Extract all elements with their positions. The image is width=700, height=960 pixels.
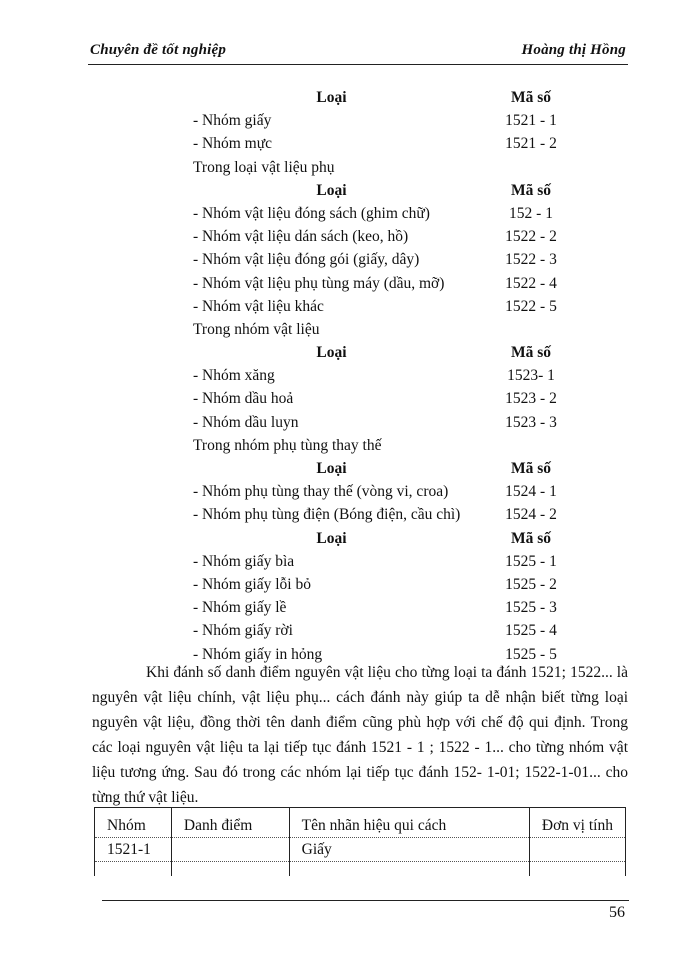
code-list-item	[0, 550, 700, 573]
code-name: - Nhóm dầu luyn	[193, 413, 299, 431]
code-list-header	[0, 179, 700, 202]
table-cell	[289, 862, 529, 877]
code-name: - Nhóm mực	[193, 135, 272, 153]
code-name: - Nhóm xăng	[193, 367, 275, 385]
code-number: 1524 - 1	[505, 483, 557, 501]
code-name: Loại	[316, 89, 347, 106]
paragraph-text: Khi đánh số danh điểm nguyên vật liệu cho từng loại ta đánh 1521; 1522... là nguyên vật liệu chính, vật liệu phụ... cách đánh này giúp ta dễ nhận biết từng loại nguyên vật liệu, đồng thời tên danh điểm cũng phù hợp với chế độ qui định. Trong các loại nguyên vật liệu ta lại tiếp tục đánh 1521 - 1 ; 1522 - 1... cho từng nhóm vật liệu tương ứng. Sau đó trong các nhóm lại tiếp tục đánh 152- 1-01; 1522-1-01... cho từng thứ vật liệu.	[92, 664, 628, 806]
code-name: - Nhóm giấy lề	[193, 599, 287, 617]
code-name: - Nhóm dầu hoả	[193, 390, 294, 408]
code-name: - Nhóm giấy lỗi bỏ	[193, 575, 311, 593]
code-list-item	[0, 364, 700, 387]
page-header	[88, 40, 628, 65]
code-name: Trong nhóm phụ tùng thay thế	[193, 436, 382, 454]
code-list-item	[0, 225, 700, 248]
code-number: 1523 - 2	[505, 390, 557, 408]
code-name: - Nhóm vật liệu khác	[193, 297, 324, 315]
header-author: Hoàng thị Hồng	[521, 42, 626, 58]
table-cell	[171, 838, 289, 862]
code-list-item	[0, 411, 700, 434]
code-name: - Nhóm vật liệu đóng sách (ghim chữ)	[193, 204, 430, 222]
code-list-item	[0, 387, 700, 410]
code-list-item	[0, 248, 700, 271]
code-number: 1525 - 3	[505, 599, 557, 617]
code-list-item	[0, 573, 700, 596]
code-number: 152 - 1	[509, 204, 553, 222]
table-header-cell: Đơn vị tính	[529, 808, 625, 838]
code-name: Loại	[316, 529, 347, 547]
table-header-cell: Tên nhãn hiệu qui cách	[289, 808, 529, 838]
code-name: - Nhóm giấy in hỏng	[193, 645, 323, 663]
code-name: - Nhóm vật liệu dán sách (keo, hồ)	[193, 228, 409, 246]
code-number: 1522 - 2	[505, 228, 557, 246]
code-name: - Nhóm phụ tùng điện (Bóng điện, cầu chì)	[193, 506, 461, 524]
code-number: 1525 - 4	[505, 622, 557, 640]
table-header-cell: Danh điểm	[171, 808, 289, 838]
code-list-item	[0, 202, 700, 225]
code-list-item	[0, 109, 700, 132]
code-number: 1521 - 2	[505, 135, 557, 153]
table-cell	[95, 862, 172, 877]
table-row	[95, 838, 626, 862]
table-cell	[529, 838, 625, 862]
table-cell	[171, 862, 289, 877]
code-name: - Nhóm phụ tùng thay thế (vòng vi, croa)	[193, 483, 449, 501]
code-name: Trong loại vật liệu phụ	[193, 158, 335, 176]
code-number: Mã số	[510, 344, 552, 362]
table-header-row	[95, 808, 626, 838]
code-list-item	[0, 480, 700, 503]
code-number: 1521 - 1	[505, 112, 557, 130]
table-cell: 1521-1	[95, 838, 172, 862]
code-number: 1525 - 2	[505, 575, 557, 593]
body-paragraph	[92, 660, 628, 810]
code-name: - Nhóm giấy bìa	[193, 552, 295, 570]
code-number: Mã số	[510, 529, 552, 547]
code-list-section	[0, 156, 700, 179]
code-name: - Nhóm vật liệu đóng gói (giấy, dây)	[193, 251, 420, 269]
code-number: Mã số	[510, 181, 552, 199]
material-code-list	[0, 86, 700, 666]
code-list-header	[0, 527, 700, 550]
code-list-item	[0, 503, 700, 526]
header-title: Chuyên đề tốt nghiệp	[90, 42, 227, 58]
code-name: Trong nhóm vật liệu	[193, 320, 320, 338]
table-cell: Giấy	[289, 838, 529, 862]
code-list-header	[0, 86, 700, 109]
code-list-item	[0, 272, 700, 295]
code-list-section	[0, 318, 700, 341]
code-number: 1524 - 2	[505, 506, 557, 524]
code-number: 1525 - 5	[505, 645, 557, 663]
material-table	[94, 807, 626, 876]
page-number: 56	[609, 904, 625, 921]
code-number: 1523- 1	[507, 367, 555, 385]
code-name: Loại	[316, 460, 347, 477]
table-row	[95, 862, 626, 877]
code-number: 1522 - 4	[505, 274, 557, 292]
code-number: 1522 - 3	[505, 251, 557, 269]
code-list-header	[0, 457, 700, 480]
table-header-cell: Nhóm	[95, 808, 172, 838]
code-number: 1525 - 1	[505, 552, 557, 570]
code-name: Loại	[316, 344, 347, 362]
code-list-item	[0, 619, 700, 642]
code-list-item	[0, 596, 700, 619]
code-name: - Nhóm giấy	[193, 112, 272, 130]
code-number: Mã số	[510, 89, 552, 106]
code-number: Mã số	[510, 460, 552, 477]
code-list-header	[0, 341, 700, 364]
code-list-section	[0, 434, 700, 457]
code-number: 1522 - 5	[505, 297, 557, 315]
footer-rule	[102, 900, 629, 901]
code-name: Loại	[316, 181, 347, 199]
code-list-item	[0, 295, 700, 318]
code-number: 1523 - 3	[505, 413, 557, 431]
code-name: - Nhóm giấy rời	[193, 622, 293, 640]
table-cell	[529, 862, 625, 877]
code-list-item	[0, 132, 700, 155]
code-name: - Nhóm vật liệu phụ tùng máy (dầu, mỡ)	[193, 274, 445, 292]
